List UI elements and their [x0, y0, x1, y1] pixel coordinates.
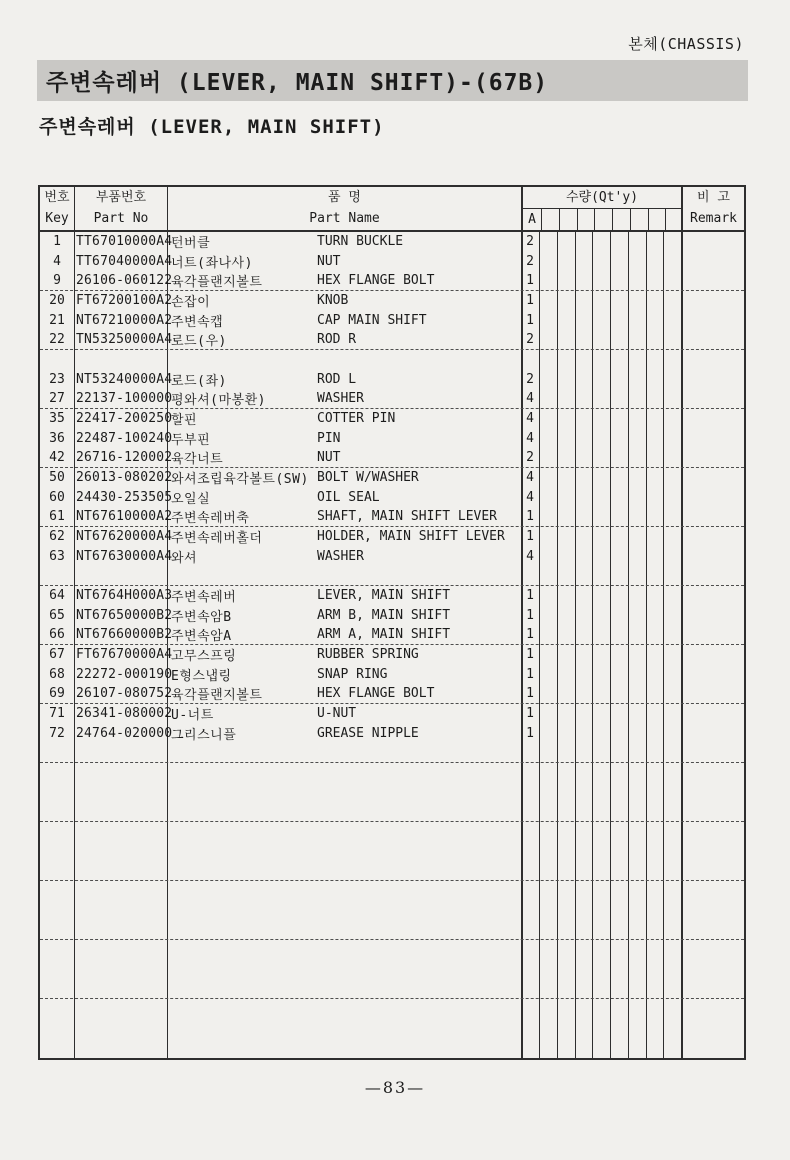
cell-qty-a: 1 — [526, 647, 534, 663]
cell-part-no: TT67010000A4 — [76, 234, 173, 250]
cell-part-no: 26107-080752 — [76, 685, 173, 701]
cell-key: 69 — [49, 685, 65, 701]
cell-qty-a: 2 — [526, 253, 534, 269]
header-qty-label: 수량(Qt'y) — [523, 187, 681, 209]
cell-key: 67 — [49, 647, 65, 663]
cell-part-no: 24430-253505 — [76, 489, 173, 505]
table-row — [40, 330, 744, 350]
cell-name-en: GREASE NIPPLE — [317, 725, 419, 741]
header-qty-subcolumns — [523, 209, 681, 230]
cell-part-no: NT67620000A4 — [76, 529, 173, 545]
cell-name-kr: 로드(우) — [171, 334, 227, 350]
cell-name-kr: 주변속암B — [171, 609, 232, 625]
cell-name-kr: 육각플랜지볼트 — [171, 687, 263, 703]
table-row-blank — [40, 959, 744, 979]
cell-name-en: CAP MAIN SHIFT — [317, 312, 427, 328]
cell-part-no: 24764-020000 — [76, 725, 173, 741]
cell-name-kr: 할핀 — [171, 413, 198, 429]
table-row-blank — [40, 763, 744, 783]
cell-qty-a: 4 — [526, 489, 534, 505]
header-qty-empty-col — [559, 209, 577, 230]
cell-name-kr: 로드(좌) — [171, 373, 227, 389]
cell-name-kr: 주변속캡 — [171, 314, 224, 330]
cell-name-kr: 와셔조립육각볼트(SW) — [171, 472, 309, 488]
header-part-name-en: Part Name — [309, 211, 380, 226]
table-row-blank — [40, 940, 744, 960]
cell-part-no: 22272-000190 — [76, 666, 173, 682]
cell-name-kr: 와셔 — [171, 550, 198, 566]
cell-name-en: SNAP RING — [317, 666, 388, 682]
table-row-blank — [40, 881, 744, 901]
table-row-blank — [40, 920, 744, 940]
cell-name-en: COTTER PIN — [317, 411, 396, 427]
page-subtitle: 주변속레버 (LEVER, MAIN SHIFT) — [39, 116, 385, 138]
table-row — [40, 448, 744, 468]
header-part-no-kr: 부품번호 — [95, 190, 147, 205]
header-key — [40, 187, 74, 230]
cell-key: 23 — [49, 371, 65, 387]
table-row — [40, 605, 744, 625]
page-title-banner — [37, 60, 748, 101]
cell-part-no: FT67200100A2 — [76, 293, 173, 309]
table-row — [40, 625, 744, 645]
table-body — [40, 232, 744, 1058]
cell-name-kr: 손잡이 — [171, 295, 211, 311]
cell-key: 4 — [53, 253, 61, 269]
cell-key: 27 — [49, 391, 65, 407]
cell-part-no: 26716-120002 — [76, 450, 173, 466]
cell-key: 68 — [49, 666, 65, 682]
cell-qty-a: 1 — [526, 588, 534, 604]
cell-key: 1 — [53, 234, 61, 250]
cell-qty-a: 1 — [526, 312, 534, 328]
table-row — [40, 645, 744, 665]
parts-table — [38, 185, 746, 1060]
table-row — [40, 291, 744, 311]
cell-name-en: ROD R — [317, 332, 357, 348]
cell-name-en: SHAFT, MAIN SHIFT LEVER — [317, 509, 498, 525]
table-row — [40, 232, 744, 252]
cell-name-en: BOLT W/WASHER — [317, 470, 419, 486]
cell-key: 60 — [49, 489, 65, 505]
cell-key: 35 — [49, 411, 65, 427]
table-row-blank — [40, 861, 744, 881]
cell-qty-a: 4 — [526, 470, 534, 486]
table-row-blank — [40, 782, 744, 802]
cell-qty-a: 4 — [526, 411, 534, 427]
cell-key: 61 — [49, 509, 65, 525]
table-row — [40, 586, 744, 606]
cell-name-kr: 육각너트 — [171, 452, 224, 468]
cell-name-kr: 평와셔(마봉환) — [171, 393, 267, 409]
cell-part-no: 26341-080002 — [76, 706, 173, 722]
cell-name-kr: 주변속레버 — [171, 590, 237, 606]
table-row-blank — [40, 802, 744, 822]
header-part-no-en: Part No — [93, 211, 149, 226]
cell-qty-a: 1 — [526, 706, 534, 722]
cell-key: 71 — [49, 706, 65, 722]
cell-key: 65 — [49, 607, 65, 623]
cell-part-no: 26013-080202 — [76, 470, 173, 486]
table-row-blank — [40, 743, 744, 763]
cell-qty-a: 1 — [526, 626, 534, 642]
cell-name-kr: 그리스니플 — [171, 727, 237, 743]
cell-qty-a: 1 — [526, 725, 534, 741]
cell-name-kr: E형스냅링 — [171, 668, 232, 684]
cell-qty-a: 1 — [526, 509, 534, 525]
cell-part-no: TT67040000A4 — [76, 253, 173, 269]
header-part-no — [74, 187, 167, 230]
header-remark-kr: 비 고 — [697, 190, 730, 205]
header-qty — [521, 187, 681, 230]
cell-name-en: LEVER, MAIN SHIFT — [317, 588, 451, 604]
table-row-blank — [40, 841, 744, 861]
cell-part-no: FT67670000A4 — [76, 647, 173, 663]
cell-key: 21 — [49, 312, 65, 328]
cell-key: 20 — [49, 293, 65, 309]
table-row — [40, 664, 744, 684]
table-row — [40, 370, 744, 390]
table-row-blank — [40, 350, 744, 370]
header-qty-empty-col — [612, 209, 630, 230]
header-qty-empty-col — [594, 209, 612, 230]
table-row-blank — [40, 822, 744, 842]
cell-name-en: ARM A, MAIN SHIFT — [317, 626, 451, 642]
table-row — [40, 684, 744, 704]
table-row — [40, 409, 744, 429]
cell-key: 36 — [49, 430, 65, 446]
header-qty-empty-col — [541, 209, 559, 230]
table-row — [40, 311, 744, 331]
cell-name-kr: 육각플랜지볼트 — [171, 275, 263, 291]
cell-name-kr: 주변속레버축 — [171, 511, 250, 527]
header-qty-empty-col — [648, 209, 666, 230]
cell-name-kr: 턴버클 — [171, 236, 211, 252]
cell-name-en: WASHER — [317, 548, 364, 564]
cell-name-kr: 너트(좌나사) — [171, 255, 253, 271]
cell-key: 50 — [49, 470, 65, 486]
cell-key: 66 — [49, 626, 65, 642]
header-qty-col-a: A — [528, 212, 536, 227]
cell-part-no: NT67610000A2 — [76, 509, 173, 525]
chassis-section-label: 본체(CHASSIS) — [628, 35, 744, 53]
cell-key: 72 — [49, 725, 65, 741]
header-qty-empty-col — [630, 209, 648, 230]
table-row — [40, 252, 744, 272]
header-qty-empty-col — [577, 209, 595, 230]
header-remark — [681, 187, 744, 230]
cell-qty-a: 2 — [526, 234, 534, 250]
cell-key: 42 — [49, 450, 65, 466]
cell-key: 9 — [53, 273, 61, 289]
table-row — [40, 547, 744, 567]
header-key-en: Key — [45, 211, 69, 226]
cell-name-en: OIL SEAL — [317, 489, 380, 505]
cell-name-en: RUBBER SPRING — [317, 647, 419, 663]
cell-part-no: NT67660000B2 — [76, 626, 173, 642]
cell-name-en: HEX FLANGE BOLT — [317, 273, 435, 289]
cell-part-no: TN53250000A4 — [76, 332, 173, 348]
cell-qty-a: 1 — [526, 685, 534, 701]
cell-part-no: NT67650000B2 — [76, 607, 173, 623]
cell-name-en: NUT — [317, 253, 341, 269]
table-row — [40, 271, 744, 291]
cell-key: 64 — [49, 588, 65, 604]
cell-qty-a: 2 — [526, 332, 534, 348]
table-row-blank — [40, 1038, 744, 1058]
cell-qty-a: 1 — [526, 529, 534, 545]
table-row-blank — [40, 1018, 744, 1038]
page-number: —83— — [364, 1078, 426, 1097]
cell-name-en: ROD L — [317, 371, 357, 387]
cell-part-no: 22417-200250 — [76, 411, 173, 427]
cell-name-kr: 오일실 — [171, 491, 211, 507]
cell-name-kr: 주변속암A — [171, 628, 232, 644]
cell-name-kr: 주변속레버홀더 — [171, 531, 263, 547]
table-row — [40, 468, 744, 488]
cell-qty-a: 1 — [526, 273, 534, 289]
table-row — [40, 389, 744, 409]
cell-qty-a: 4 — [526, 548, 534, 564]
header-remark-en: Remark — [690, 211, 737, 226]
cell-name-en: KNOB — [317, 293, 349, 309]
table-header — [40, 187, 744, 232]
cell-name-en: HOLDER, MAIN SHIFT LEVER — [317, 529, 505, 545]
cell-qty-a: 4 — [526, 430, 534, 446]
table-row-blank — [40, 999, 744, 1019]
cell-name-kr: 고무스프링 — [171, 649, 237, 665]
cell-qty-a: 4 — [526, 391, 534, 407]
cell-part-no: NT53240000A4 — [76, 371, 173, 387]
table-row-blank — [40, 900, 744, 920]
cell-name-en: U-NUT — [317, 706, 357, 722]
table-row — [40, 429, 744, 449]
cell-name-kr: U-너트 — [171, 708, 214, 724]
cell-key: 22 — [49, 332, 65, 348]
cell-part-no: NT6764H000A3 — [76, 588, 173, 604]
table-row-blank — [40, 979, 744, 999]
cell-qty-a: 2 — [526, 450, 534, 466]
header-key-kr: 번호 — [44, 190, 70, 205]
table-row — [40, 507, 744, 527]
cell-part-no: 26106-060122 — [76, 273, 173, 289]
cell-part-no: NT67630000A4 — [76, 548, 173, 564]
cell-part-no: 22487-100240 — [76, 430, 173, 446]
cell-name-en: ARM B, MAIN SHIFT — [317, 607, 451, 623]
cell-part-no: 22137-100000 — [76, 391, 173, 407]
cell-name-kr: 두부핀 — [171, 432, 211, 448]
cell-key: 63 — [49, 548, 65, 564]
cell-name-en: HEX FLANGE BOLT — [317, 685, 435, 701]
table-row-blank — [40, 566, 744, 586]
page-title: 주변속레버 (LEVER, MAIN SHIFT)-(67B) — [46, 70, 549, 96]
cell-key: 62 — [49, 529, 65, 545]
cell-qty-a: 1 — [526, 607, 534, 623]
cell-qty-a: 1 — [526, 666, 534, 682]
header-part-name — [167, 187, 521, 230]
cell-name-en: PIN — [317, 430, 341, 446]
cell-qty-a: 2 — [526, 371, 534, 387]
table-row — [40, 488, 744, 508]
table-row — [40, 527, 744, 547]
header-part-name-kr: 품 명 — [328, 190, 361, 205]
table-row — [40, 704, 744, 724]
cell-name-en: NUT — [317, 450, 341, 466]
cell-name-en: WASHER — [317, 391, 364, 407]
cell-name-en: TURN BUCKLE — [317, 234, 404, 250]
table-row — [40, 723, 744, 743]
cell-qty-a: 1 — [526, 293, 534, 309]
cell-part-no: NT67210000A2 — [76, 312, 173, 328]
